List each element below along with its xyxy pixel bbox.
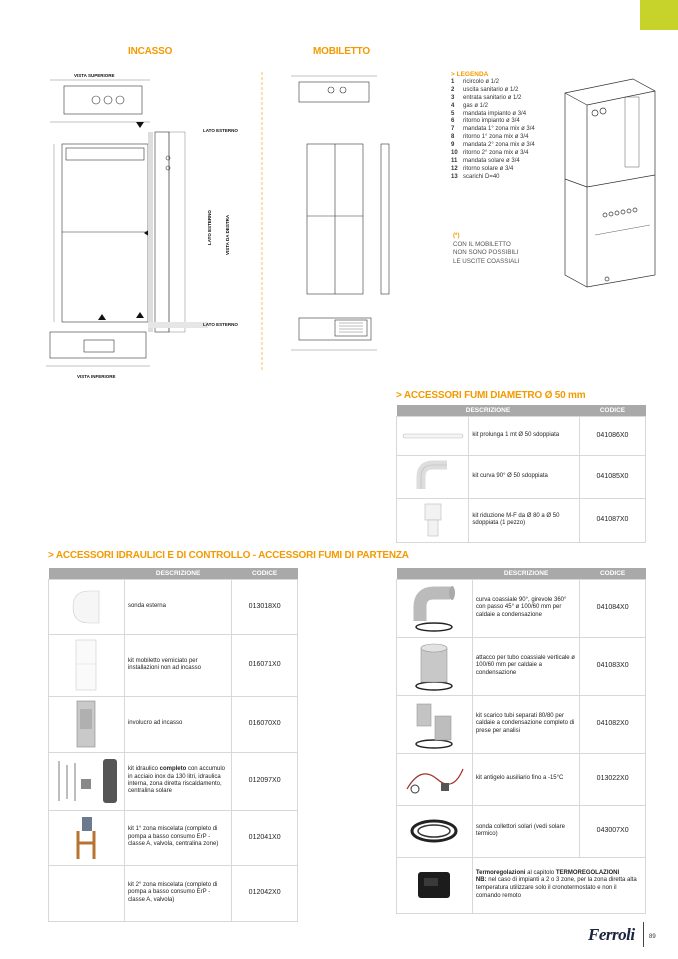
isometric-cabinet-drawing bbox=[555, 75, 665, 290]
label-vista-da-destra: VISTA DA DESTRA bbox=[225, 214, 230, 255]
th-codice: CODICE bbox=[580, 568, 646, 579]
incasso-drawing bbox=[40, 72, 255, 382]
row-code: 016071X0 bbox=[232, 634, 298, 696]
row-code: 041085X0 bbox=[580, 455, 646, 498]
legend-item: 4 gas ø 1/2 bbox=[451, 102, 489, 109]
table-row bbox=[397, 579, 646, 637]
legend-item: 12 ritorno solare ø 3/4 bbox=[451, 165, 514, 172]
table-row bbox=[397, 753, 646, 805]
section-title-incasso: INCASSO bbox=[128, 46, 173, 57]
divider bbox=[260, 72, 264, 372]
row-desc: kit curva 90° Ø 50 sdoppiata bbox=[469, 455, 580, 498]
table-row bbox=[397, 695, 646, 753]
row-desc: kit antigelo ausiliario fino a -15°C bbox=[472, 753, 579, 805]
th-codice: CODICE bbox=[232, 568, 298, 579]
th-img bbox=[397, 568, 473, 579]
legend-item: 2 uscita sanitario ø 1/2 bbox=[451, 86, 519, 93]
legend-item: 6 ritorno impianto ø 3/4 bbox=[451, 118, 520, 125]
pipe-extension-icon bbox=[397, 416, 469, 455]
row-code: 041086X0 bbox=[580, 416, 646, 455]
row-desc: kit 1° zona miscelata (completo di pompa a basso consumo ErP - classe A, valvola, centralina zone) bbox=[124, 810, 231, 865]
table-row bbox=[397, 857, 646, 913]
table-row bbox=[397, 805, 646, 857]
legend-item: 10 ritorno 2° zona mix ø 3/4 bbox=[451, 150, 529, 157]
legend-item: 13 scarichi D=40 bbox=[451, 173, 500, 180]
footer-divider bbox=[643, 922, 644, 947]
table-row bbox=[397, 498, 646, 542]
th-descrizione: DESCRIZIONE bbox=[472, 568, 579, 579]
legend-item: 7 mandata 1° zona mix ø 3/4 bbox=[451, 126, 535, 133]
label-lato-esterno-bottom: LATO ESTERNO bbox=[203, 322, 238, 327]
page-number: 89 bbox=[649, 934, 656, 940]
legend-item: 8 ritorno 1° zona mix ø 3/4 bbox=[451, 134, 529, 141]
mobiletto-note: (*) CON IL MOBILETTO NON SONO POSSIBILI LE USCITE COASSIALI bbox=[453, 232, 520, 265]
row-code: 041083X0 bbox=[580, 637, 646, 695]
mobiletto-drawing bbox=[285, 68, 420, 368]
th-codice: CODICE bbox=[580, 405, 646, 416]
label-lato-esterno-vertical: LATO ESTERNO bbox=[207, 210, 212, 245]
th-descrizione: DESCRIZIONE bbox=[397, 405, 580, 416]
table-row bbox=[397, 637, 646, 695]
row-desc: kit riduzione M-F da Ø 80 a Ø 50 sdoppiata (1 pezzo) bbox=[469, 498, 580, 542]
row-desc: involucro ad incasso bbox=[124, 696, 231, 752]
pipe-elbow-icon bbox=[397, 455, 469, 498]
row-code: 041082X0 bbox=[580, 695, 646, 753]
recessed-box-icon bbox=[49, 696, 125, 752]
table-idraulici bbox=[48, 568, 298, 922]
section-title-mobiletto: MOBILETTO bbox=[313, 46, 370, 57]
table-row bbox=[49, 696, 298, 752]
row-desc: kit idraulico completo con accumulo in acciaio inox da 130 litri, idraulica interna, zona diretta riscaldamento, centralina solare bbox=[124, 752, 231, 810]
table-row bbox=[49, 752, 298, 810]
row-code: 012041X0 bbox=[232, 810, 298, 865]
table-fumi-partenza bbox=[396, 568, 646, 914]
section-title-fumi50: > ACCESSORI FUMI DIAMETRO Ø 50 mm bbox=[396, 390, 586, 401]
pipe-reducer-icon bbox=[397, 498, 469, 542]
row-desc: kit prolunga 1 mt Ø 50 sdoppiata bbox=[469, 416, 580, 455]
legend-title: > LEGENDA bbox=[451, 71, 489, 78]
coaxial-elbow-icon bbox=[397, 579, 473, 637]
corner-tab bbox=[640, 0, 678, 30]
row-code: 012097X0 bbox=[232, 752, 298, 810]
row-desc: attacco per tubo coassiale verticale ø 100/60 mm per caldaie a condensazione bbox=[472, 637, 579, 695]
th-img bbox=[49, 568, 125, 579]
row-desc: sonda collettori solari (vedi solare termico) bbox=[472, 805, 579, 857]
row-code: 041084X0 bbox=[580, 579, 646, 637]
label-vista-superiore: VISTA SUPERIORE bbox=[74, 73, 115, 78]
cabinet-icon bbox=[49, 634, 125, 696]
table-row bbox=[397, 416, 646, 455]
table-fumi50 bbox=[396, 405, 646, 543]
ferroli-logo: Ferroli bbox=[588, 925, 635, 944]
table-row bbox=[49, 865, 298, 921]
row-code: 013018X0 bbox=[232, 579, 298, 634]
row-desc: kit 2° zona miscelata (completo di pompa a basso consumo ErP - classe A, valvola) bbox=[124, 865, 231, 921]
solar-probe-icon bbox=[397, 805, 473, 857]
row-desc: sonda esterna bbox=[124, 579, 231, 634]
legend-list bbox=[451, 79, 535, 182]
external-probe-icon bbox=[49, 579, 125, 634]
legend-item: 11 mandata solare ø 3/4 bbox=[451, 157, 520, 164]
legend-item: 9 mandata 2° zona mix ø 3/4 bbox=[451, 142, 535, 149]
mixing-zone-kit-2-icon bbox=[49, 865, 125, 921]
section-title-idraulici: > ACCESSORI IDRAULICI E DI CONTROLLO - ACCESSORI FUMI DI PARTENZA bbox=[48, 550, 409, 561]
termoregolazioni-note: Termoregolazioni al capitolo TERMOREGOLAZIONI NB: nel caso di impianti a 2 o 3 zone, per la zona diretta alta temperatura utilizzare solo il cronotermostato e non il comando remoto bbox=[472, 857, 645, 913]
legend-item: 3 entrata sanitario ø 1/2 bbox=[451, 94, 522, 101]
table-row bbox=[397, 455, 646, 498]
row-code: 012042X0 bbox=[232, 865, 298, 921]
label-lato-esterno-top: LATO ESTERNO bbox=[203, 128, 238, 133]
antifreeze-kit-icon bbox=[397, 753, 473, 805]
row-code: 013022X0 bbox=[580, 753, 646, 805]
row-desc: curva coassiale 90°, girevole 360° con passo 45° ø 100/60 mm per caldaie a condensazione bbox=[472, 579, 579, 637]
legend-item: 1 ricircolo ø 1/2 bbox=[451, 78, 500, 85]
row-code: 041087X0 bbox=[580, 498, 646, 542]
legend bbox=[451, 71, 535, 182]
hydraulic-kit-icon bbox=[49, 752, 125, 810]
coaxial-adapter-icon bbox=[397, 637, 473, 695]
split-flue-kit-icon bbox=[397, 695, 473, 753]
thermostat-icon bbox=[397, 857, 473, 913]
row-code: 016070X0 bbox=[232, 696, 298, 752]
th-descrizione: DESCRIZIONE bbox=[124, 568, 231, 579]
mixing-zone-kit-icon bbox=[49, 810, 125, 865]
table-row bbox=[49, 579, 298, 634]
label-vista-inferiore: VISTA INFERIORE bbox=[77, 374, 116, 379]
legend-item: 5 mandata impianto ø 3/4 bbox=[451, 110, 527, 117]
table-row bbox=[49, 810, 298, 865]
row-code: 043007X0 bbox=[580, 805, 646, 857]
table-row bbox=[49, 634, 298, 696]
row-desc: kit mobiletto verniciato per installazioni non ad incasso bbox=[124, 634, 231, 696]
row-desc: kit scarico tubi separati 80/80 per caldaie a condensazione completo di prese per analisi bbox=[472, 695, 579, 753]
